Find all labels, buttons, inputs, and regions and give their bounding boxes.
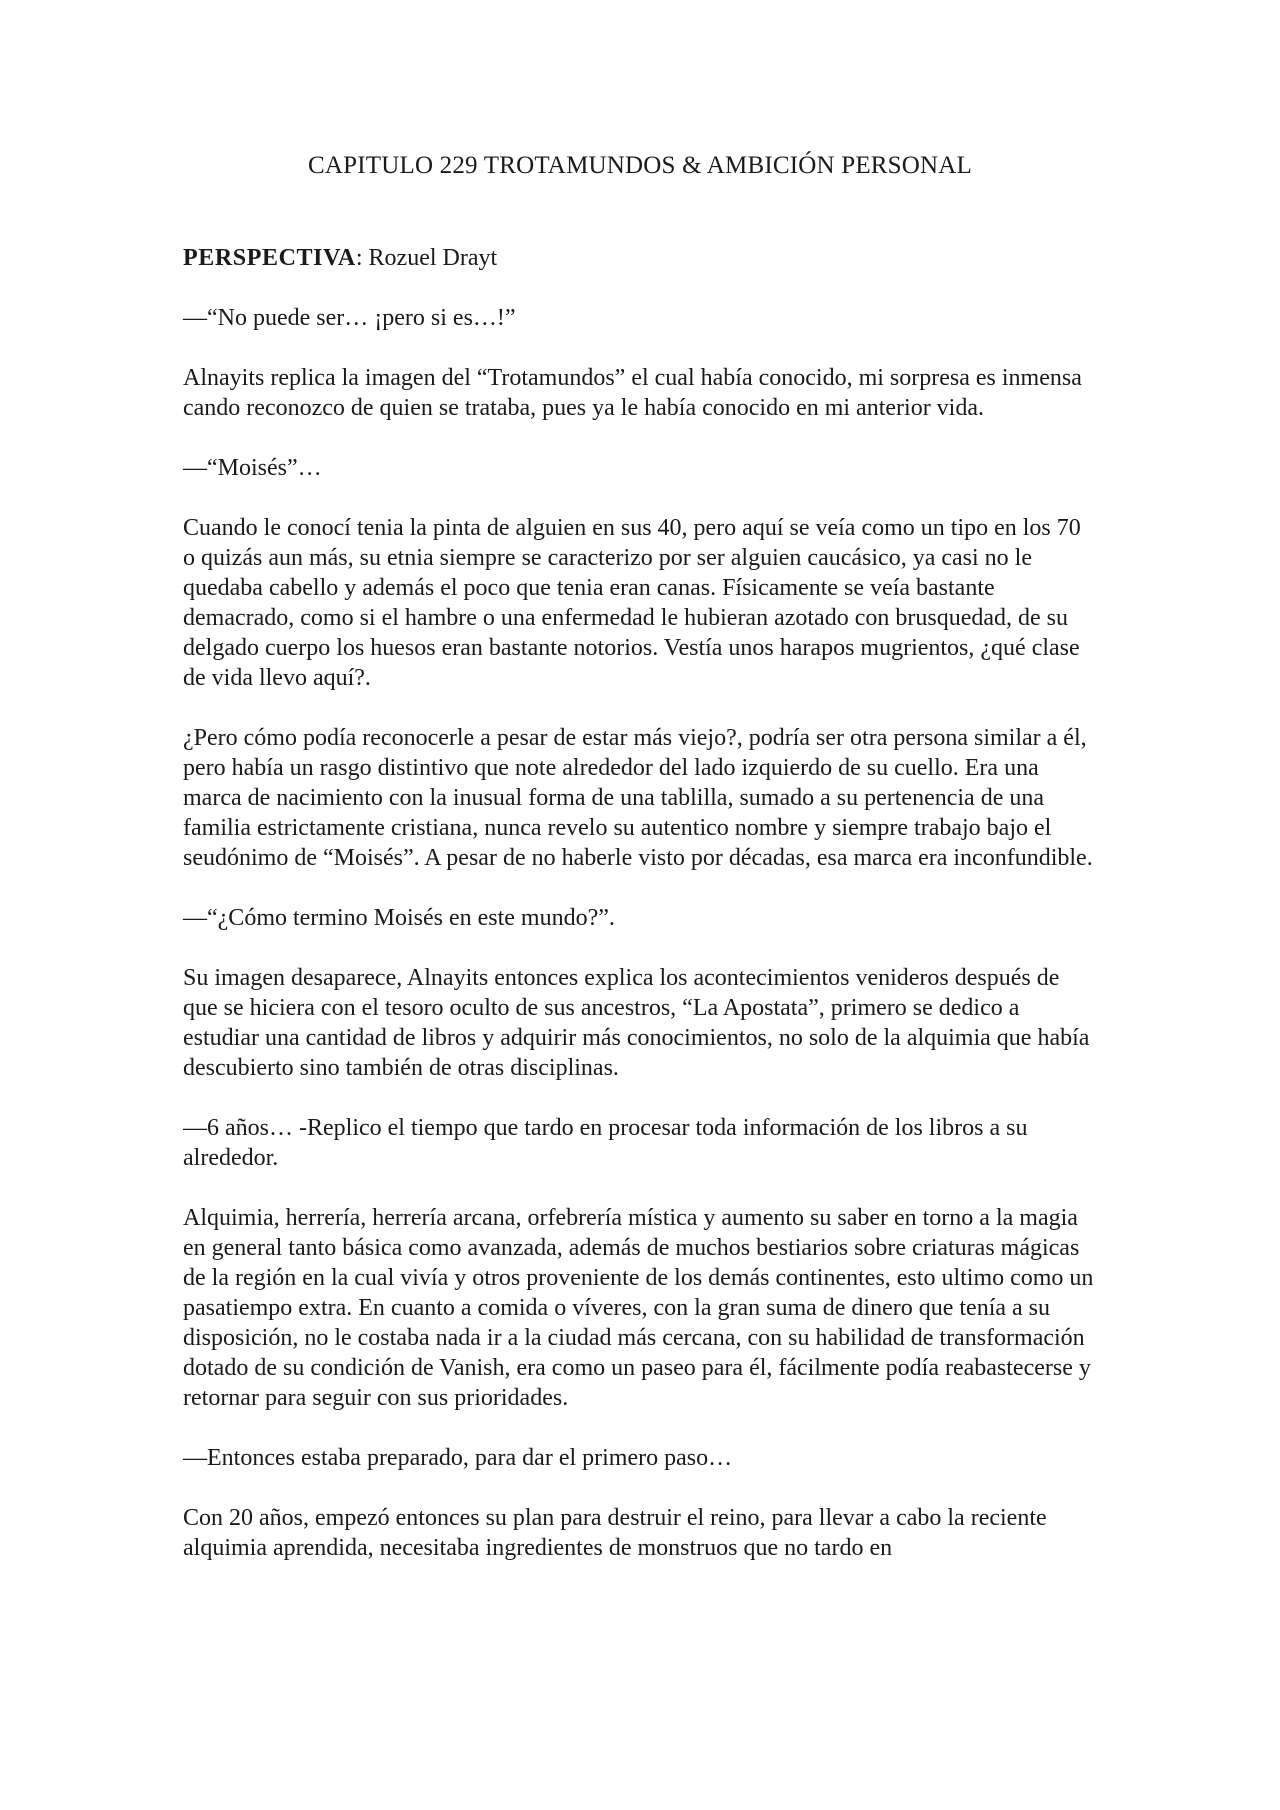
paragraph: —“¿Cómo termino Moisés en este mundo?”. [183, 905, 615, 931]
paragraph: Cuando le conocí tenia la pinta de alguien en sus 40, pero aquí se veía como un tipo en los 70 o quizás aun más, su etnia siempre se caracterizo por ser alguien caucásico, ya casi no le quedaba cabello y además el poco que tenia eran canas. Físicamente se veía bastante demacrado, como si el hambre o una enfermedad le hubieran azotado con brusquedad, de su delgado cuerpo los huesos eran bastante notorios. Vestía unos harapos mugrientos, ¿qué clase de vida llevo aquí?. [183, 515, 1081, 691]
perspective-line [183, 243, 1098, 273]
perspective-label: PERSPECTIVA [183, 245, 356, 271]
paragraph: —“No puede ser… ¡pero si es…!” [183, 305, 516, 331]
paragraph: ¿Pero cómo podía reconocerle a pesar de estar más viejo?, podría ser otra persona similar a él, pero había un rasgo distintivo que note alrededor del lado izquierdo de su cuello. Era una marca de nacimiento con la inusual forma de una tablilla, sumado a su pertenencia de una familia estrictamente cristiana, nunca revelo su autentico nombre y siempre trabajo bajo el seudónimo de “Moisés”. A pesar de no haberle visto por décadas, esa marca era inconfundible. [183, 725, 1093, 871]
paragraph: —6 años… -Replico el tiempo que tardo en procesar toda información de los libros a su alrededor. [183, 1115, 1028, 1171]
paragraph: Su imagen desaparece, Alnayits entonces explica los acontecimientos venideros después de que se hiciera con el tesoro oculto de sus ancestros, “La Apostata”, primero se dedico a estudiar una cantidad de libros y adquirir más conocimientos, no solo de la alquimia que había descubierto sino también de otras disciplinas. [183, 965, 1090, 1081]
document-body [183, 243, 1098, 1593]
paragraph: Alquimia, herrería, herrería arcana, orfebrería mística y aumento su saber en torno a la magia en general tanto básica como avanzada, además de muchos bestiarios sobre criaturas mágicas de la región en la cual vivía y otros proveniente de los demás continentes, esto ultimo como un pasatiempo extra. En cuanto a comida o víveres, con la gran suma de dinero que tenía a su disposición, no le costaba nada ir a la ciudad más cercana, con su habilidad de transformación dotado de su condición de Vanish, era como un paseo para él, fácilmente podía reabastecerse y retornar para seguir con sus prioridades. [183, 1205, 1094, 1411]
paragraph: —“Moisés”… [183, 455, 322, 481]
perspective-name: Rozuel Drayt [368, 245, 498, 271]
perspective-separator: : [355, 245, 369, 271]
paragraph: —Entonces estaba preparado, para dar el primero paso… [183, 1445, 733, 1471]
chapter-title: CAPITULO 229 TROTAMUNDOS & AMBICIÓN PERSONAL [307, 152, 973, 179]
paragraph: Alnayits replica la imagen del “Trotamundos” el cual había conocido, mi sorpresa es inmensa cando reconozco de quien se trataba, pues ya le había conocido en mi anterior vida. [183, 365, 1082, 421]
paragraph: Con 20 años, empezó entonces su plan para destruir el reino, para llevar a cabo la reciente alquimia aprendida, necesitaba ingredientes de monstruos que no tardo en [183, 1505, 1047, 1561]
